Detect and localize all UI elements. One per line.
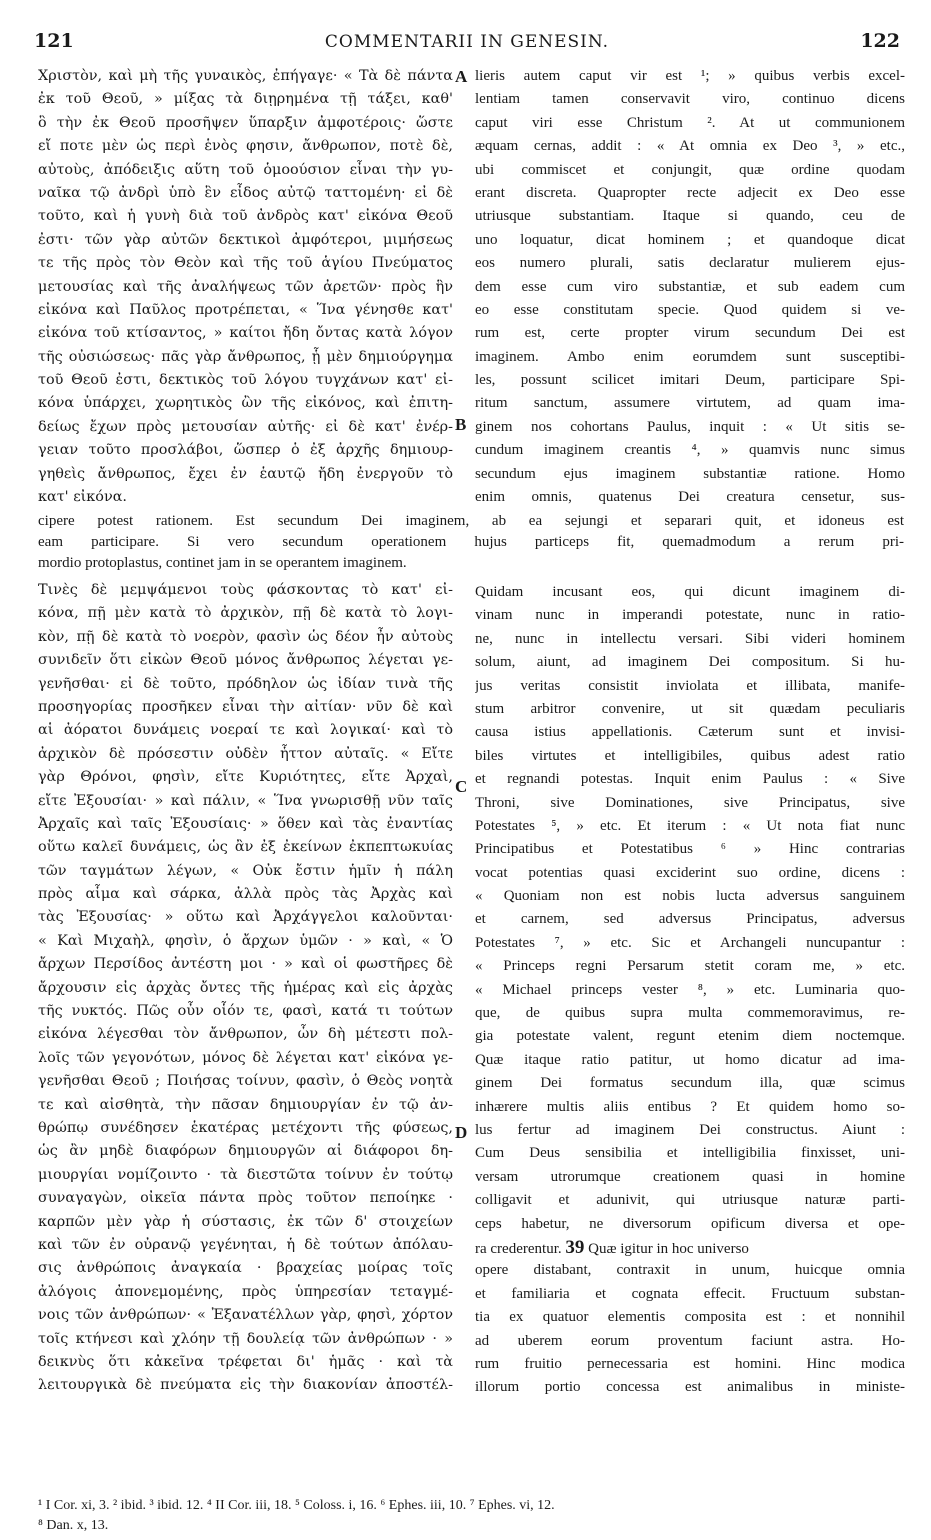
text-line: κόνα, πῇ μὲν κατὰ τὸ ἀρχικὸν, πῇ δὲ κατὰ τὸ λογι- — [38, 605, 453, 622]
text-line: lentiam tamen conservavit viro, continuo dicens — [475, 91, 905, 108]
greek-column-bottom — [38, 579, 453, 1398]
text-line: vocat potentias quasi exciderint suo ordine, dicens : — [475, 864, 905, 881]
text-line: πρὸς αἷμα καὶ σάρκα, ἀλλὰ πρὸς τὰς Ἀρχὰς καὶ — [38, 886, 453, 903]
text-line: κόνα ὑπάρχει, χωρητικὸς ὢν τῆς εἰκόνος, καὶ ἐπιτη- — [38, 395, 453, 412]
text-line: eam participare. Si vero secundum operationem hujus particeps fit, quemadmodum a rerum pri- — [38, 534, 904, 550]
text-line: λοῖς τῶν γεγονότων, μόνος δὲ λέγεται κατ' εἰκόνα γε- — [38, 1049, 453, 1066]
text-line: νοις τῶν ἀνθρώπων· « Ἐξανατέλλων γὰρ, φησὶ, χόρτον — [38, 1307, 453, 1324]
text-line: eo esse constitutam specie. Quod quidem si ve- — [475, 301, 905, 318]
column-number: 39 — [565, 1236, 585, 1258]
line-text: ra crederentur. — [475, 1240, 566, 1257]
text-line: ἀρχικὸν δὲ πρόσεστιν οὐδὲν ἧττον αὐταῖς. « Εἴτε — [38, 745, 453, 762]
text-line: ἐκ τοῦ Θεοῦ, » μίξας τὰ διῃρημένα τῇ τάξει, καθ' — [38, 91, 453, 108]
text-line: τε καὶ αἰσθητὰ, τὴν πᾶσαν δημιουργίαν ἐν τῷ ἀν- — [38, 1096, 453, 1113]
text-line: Cum Deus sensibilia et intelligibilia finxisset, uni- — [475, 1145, 905, 1162]
text-line: caput viri esse Christum ². At ut communionem — [475, 114, 905, 131]
text-line: τῆς οὐσιώσεως· πᾶς γὰρ ἄνθρωπος, ᾗ μὲν δημιούργημα — [38, 348, 453, 365]
text-line: ceps habetur, ne diversorum opificum diversa et ope- — [475, 1215, 905, 1232]
text-line: εἴτε Ἐξουσίαι· » καὶ πάλιν, « Ἵνα γνωρισθῇ νῦν ταῖς — [38, 792, 453, 809]
text-line: ritum sanctum, assumere virtutem, ad quam ima- — [475, 395, 905, 412]
text-line: Quidam incusant eos, qui dicunt imaginem di- — [475, 584, 905, 600]
text-line: λειτουργικὰ δὲ πνεύματα εἰς τὴν διακονίαν ἀποστέλ- — [38, 1377, 453, 1394]
line-text: Quæ igitur in hoc universo — [584, 1240, 749, 1257]
text-line: τῶν ταγμάτων λέγων, « Οὐκ ἔστιν ἡμῖν ἡ πάλη — [38, 862, 453, 879]
text-line: rum est, certe propter virum secundum Dei est — [475, 325, 905, 342]
text-line: ἀλόγοις ἀπονεμομένης, πρὸς ὑπηρεσίαν τεταγμέ- — [38, 1283, 453, 1300]
text-line: « Michael princeps vester ⁸, » etc. Luminaria quo- — [475, 981, 905, 998]
text-line: colligavit et adunivit, qui utriusque naturæ parti- — [475, 1192, 905, 1209]
text-line: θρώπῳ συνέδησεν ἑκατέρας μετέχοντι τῆς φύσεως, — [38, 1119, 453, 1136]
text-line: οὕτω καλεῖ δυνάμεις, ὡς ἂν ἐξ ἐκείνων ἐκπεπτωκυίας — [38, 839, 453, 856]
text-line: que, de quibus supra multa commemoravimus, re- — [475, 1005, 905, 1022]
text-line: Ἀρχαῖς καὶ ταῖς Ἐξουσίαις· » ὅθεν καὶ τὰς ἐναντίας — [38, 815, 453, 832]
text-line: τοῖς κτήνεσι καὶ χλόην τῇ δουλείᾳ τῶν ἀνθρώπων · » — [38, 1330, 453, 1347]
text-line: ἄρχουσιν εἰς ἀρχὰς ὄντες τῆς ἡμέρας καὶ εἰς ἀρχὰς — [38, 979, 453, 996]
text-line: εἰκόνα λέγεσθαι τὸν ἄνθρωπον, ὧν δὴ μέτεστι πολ- — [38, 1026, 453, 1043]
text-line: ad uberem eorum proventum faciunt astra. Ho- — [475, 1332, 905, 1349]
text-line: Potestates ⁷, » etc. Sic et Archangeli nuncupantur : — [475, 934, 905, 951]
text-line: mordio protoplastus, continet jam in se operantem imaginem. — [38, 555, 407, 571]
text-line: εἰκόνα τοῦ κτίσαντος, » καίτοι ἤδη ὄντας κατὰ λόγον — [38, 325, 453, 342]
text-line: ὡς ἂν μηδὲ διαφόρων δημιουργῶν αἱ διάφοροι δη- — [38, 1143, 453, 1160]
text-line: τοῦτο, καὶ ἡ γυνὴ διὰ τοῦ ἀνδρὸς κατ' εἰκόνα Θεοῦ — [38, 208, 453, 225]
page-header — [34, 30, 900, 60]
text-line: « Καὶ Μιχαὴλ, φησὶν, ὁ ἄρχων ὑμῶν · » καὶ, « Ὁ — [38, 932, 453, 949]
text-line: αὐτοὺς, ἀπόδειξις αὕτη τοῦ ὁμοούσιον εἶναι τὴν γυ- — [38, 161, 453, 178]
text-line: lus fertur ad imaginem Dei constructus. Aiunt : — [475, 1121, 905, 1138]
text-line: τε τῆς πρὸς τὸν Θεὸν καὶ τῆς τοῦ ἁγίου Πνεύματος — [38, 255, 453, 272]
text-line: Χριστὸν, καὶ μὴ τῆς γυναικὸς, ἐπήγαγε· « Τὰ δὲ πάντα — [38, 68, 453, 84]
text-line: ginem Dei formatus secundum illa, quæ scimus — [475, 1075, 905, 1092]
latin-full-width-text — [38, 511, 904, 574]
text-line: τὰς Ἐξουσίας· » οὕτω καὶ Ἀρχάγγελοι καλοῦνται· — [38, 909, 453, 926]
footnote-line-2: ⁸ Dan. x, 13. — [38, 1518, 109, 1533]
text-line: et familiaria et cognata effecit. Fructuum substan- — [475, 1285, 905, 1302]
text-line: utriusque substantiam. Itaque si quando, ceu de — [475, 208, 905, 225]
text-line: γηθεὶς ἄνθρωπος, ἔχει ἐν ἑαυτῷ ἤδη ἐνεργοῦν τὸ — [38, 465, 453, 482]
text-line: jus veritas consistit inviolata et illibata, manife- — [475, 677, 905, 694]
text-line: δείως ἔχων πρὸς μετουσίαν αὐτῆς· εἰ δὲ κατ' ἐνέρ- — [38, 418, 453, 435]
latin-column-bottom — [475, 581, 905, 1400]
section-marker-a: A — [455, 67, 468, 86]
latin-column-top — [475, 65, 905, 509]
text-line: ne, nunc in intellectu versari. Sibi videri hominem — [475, 630, 905, 647]
text-line: Τινὲς δὲ μεμψάμενοι τοὺς φάσκοντας τὸ κατ' εἰ- — [38, 582, 453, 598]
section-marker-d: D — [455, 1123, 468, 1142]
text-line: κὸν, πῇ δὲ κατὰ τὸ νοερὸν, φασὶν ὡς δέον ἦν αὐτοὺς — [38, 628, 453, 645]
text-line: καρπῶν μὲν γὰρ ἡ σύστασις, ἐκ τῶν δ' στοιχείων — [38, 1213, 453, 1230]
text-line: cipere potest rationem. Est secundum Dei imaginem, ab ea sejungi et separari quit, et idoneus est — [38, 513, 904, 529]
footnote-line-1: ¹ I Cor. xi, 3. ² ibid. ³ ibid. 12. ⁴ II Cor. iii, 18. ⁵ Coloss. i, 16. ⁶ Ephes. iii, 10. ⁷ Ephes. vi, 12. — [38, 1498, 555, 1513]
text-line: τοῦ Θεοῦ ἐστι, δεκτικὸς τοῦ λόγου τυγχάνων κατ' εἰ- — [38, 372, 453, 389]
text-line: inhærere multis aliis entibus ? Et quidem homo so- — [475, 1098, 905, 1115]
text-line: Principatibus et Potestatibus ⁶ » Hinc contrarias — [475, 841, 905, 858]
text-line: μετουσίας καὶ τῆς ἀναλήψεως τῶν ἀρετῶν· πρὸς ἣν — [38, 278, 453, 295]
text-line: cundum imaginem creantis ⁴, » quamvis nunc simus — [475, 442, 905, 459]
text-line: προσηγορίας προσῆκεν εἶναι τὴν αἰτίαν· νῦν δὲ καὶ — [38, 698, 453, 715]
text-line: καὶ τῶν ἐν οὐρανῷ γεγένηται, ἡ δὲ τούτων ἀπόλαυ- — [38, 1236, 453, 1253]
text-line: illorum portio concessa est animalibus in ministe- — [475, 1379, 905, 1396]
text-line: Potestates ⁵, » etc. Et iterum : « Ut nota fiat nunc — [475, 817, 905, 834]
greek-column-top — [38, 65, 453, 509]
text-line: μιουργίαι νομίζοιντο · τὰ διεστῶτα τοίνυν ἐν τούτῳ — [38, 1166, 453, 1183]
text-line: αἱ ἀόρατοι δυνάμεις νοεραί τε καὶ λογικαί· καὶ τὸ — [38, 722, 453, 739]
text-line: erant discreta. Quapropter recte adjecit ex Deo esse — [475, 184, 905, 201]
text-line: imaginem. Ambo enim eorumdem sunt susceptibi- — [475, 348, 905, 365]
text-line: κατ' εἰκόνα. — [38, 489, 127, 506]
text-line: ναῖκα τῷ ἀνδρὶ ὑπὸ ἓν εἶδος αὐτῷ ταττομένη· εἰ δὲ — [38, 184, 453, 201]
section-marker-b: B — [455, 415, 467, 434]
text-line: ὃ τὴν ἐκ Θεοῦ προσῆψεν ὕπαρξιν ἀμφοτέροις· ὥστε — [38, 114, 453, 131]
text-line: γὰρ Θρόνοι, φησὶν, εἴτε Κυριότητες, εἴτε Ἀρχαὶ, — [38, 769, 453, 786]
text-line: « Quoniam non est nobis lucta adversus sanguinem — [475, 888, 905, 905]
text-line: ubi commiscet et conjungit, quæ ordine quodam — [475, 161, 905, 178]
text-line: ἐστι· τῶν γὰρ αὐτῶν δεκτικοὶ ἀμφότεροι, μιμήσεως — [38, 231, 453, 248]
text-line: solum, aiunt, ad imaginem Dei compositum. Si hu- — [475, 654, 905, 671]
text-line: eos numero plurali, satis declaratur mulierem ejus- — [475, 255, 905, 272]
text-line: σις ἀνθρώποις ἀναγκαία · βραχείας μοίρας τοῖς — [38, 1260, 453, 1277]
text-line: τῆς νυκτός. Πῶς οὖν οἷόν τε, φασὶ, κατά τι τούτων — [38, 1003, 453, 1020]
text-line: συνιδεῖν ὅτι εἰκὼν Θεοῦ μόνος ἄνθρωπος λέγεται γε- — [38, 652, 453, 669]
text-line: Quæ itaque ratio patitur, ut homo dicatur ad ima- — [475, 1051, 905, 1068]
text-line: ἄρχων Περσίδος ἀντέστη μοι · » καὶ οἱ φωστῆρες δὲ — [38, 956, 453, 973]
text-line: et regnandi potestas. Inquit enim Paulus : « Sive — [475, 771, 905, 788]
text-line: vinam nunc in imperandi potestate, nunc in ratio- — [475, 607, 905, 624]
text-line: biles virtutes et intelligibiles, quibus adest ratio — [475, 747, 905, 764]
page-number-left: 121 — [34, 30, 74, 52]
text-line: ginem nos cohortans Paulus, inquit : « Ut sitis se- — [475, 418, 905, 435]
text-line — [475, 1236, 905, 1259]
text-line: δεικνὺς ὅτι κἀκεῖνα τρέφεται δι' ἡμᾶς · καὶ τὰ — [38, 1353, 453, 1370]
section-marker-c: C — [455, 777, 468, 796]
text-line: les, possunt scilicet imitari Deum, participare Spi- — [475, 372, 905, 389]
text-line: lieris autem caput vir est ¹; » quibus verbis excel- — [475, 68, 905, 84]
text-line: secundum ejus imaginem substantiæ ratione. Homo — [475, 465, 905, 482]
text-line: γενῆσθαι· εἰ δὲ τοῦτο, πρόδηλον ὡς ἰδίαν τινὰ τῆς — [38, 675, 453, 692]
text-line: causa istius appellationis. Cæterum sunt et invisi- — [475, 724, 905, 741]
running-title: COMMENTARII IN GENESIN. — [324, 32, 610, 52]
text-line: γειαν τοῦτο προσλάβοι, ὥσπερ ὁ ἐξ ἀρχῆς δημιουρ- — [38, 442, 453, 459]
text-line: æquam cernas, addit : « At omnia ex Deo ³, » etc., — [475, 138, 905, 155]
text-line: uno loquatur, dicat hominem ; et quandoque dicat — [475, 231, 905, 248]
text-line: εἴ ποτε μὲν ὡς περὶ ἑνὸς φησιν, ἄνθρωπον, ποτὲ δὲ, — [38, 138, 453, 155]
text-line: γενῆσθαι Θεοῦ ; Ποιήσας τοίνυν, φασὶν, ὁ Θεὸς νοητὰ — [38, 1073, 453, 1090]
text-line: et carnem, sed adversus Principatus, adversus — [475, 911, 905, 928]
text-line: rum fruitio pernecessaria est homini. Hinc modica — [475, 1355, 905, 1372]
page-number-right: 122 — [860, 30, 900, 52]
text-line: dem esse cum viro substantiæ, et sub eadem cum — [475, 278, 905, 295]
text-line: Throni, sive Dominationes, sive Principatus, sive — [475, 794, 905, 811]
text-line: opere distabant, contraxit in unum, huicque omnia — [475, 1262, 905, 1279]
text-line: enim omnis, quatenus Dei creatura censetur, sus- — [475, 489, 905, 506]
text-line: gia potestate valent, regunt etenim diem noctemque. — [475, 1028, 905, 1045]
text-line: versam utrorumque creationem quasi in homine — [475, 1168, 905, 1185]
text-line: εἰκόνα καὶ Παῦλος προτρέπεται, « Ἵνα γένησθε κατ' — [38, 301, 453, 318]
text-line: stum arbitror convenire, ut sit quædam peculiaris — [475, 700, 905, 717]
text-line: « Princeps regni Persarum stetit coram me, » etc. — [475, 958, 905, 975]
text-line: tia ex quatuor elementis composita est : et nonnihil — [475, 1309, 905, 1326]
text-line: συναγαγὼν, οἰκεῖα πάντα πρὸς τοῦτον πεποίηκε · — [38, 1190, 453, 1207]
